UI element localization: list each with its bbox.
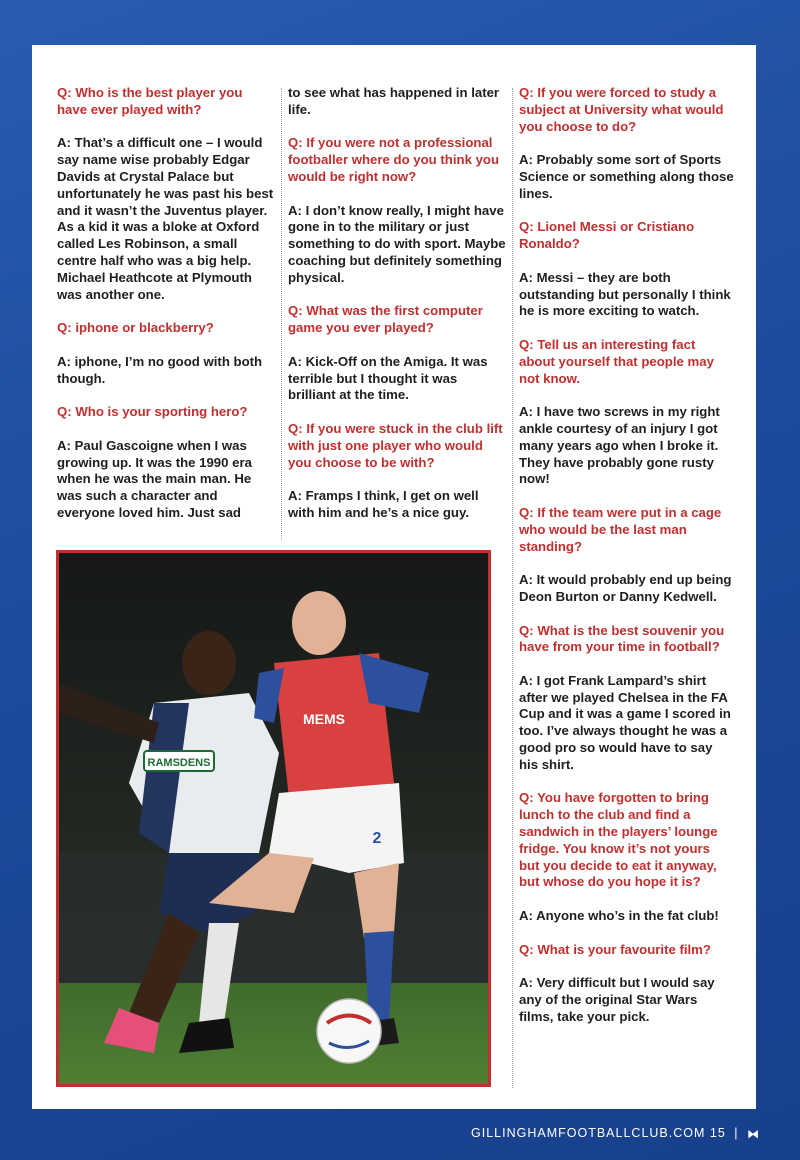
column-divider [512, 88, 513, 1088]
column-divider [281, 88, 282, 540]
answer-continued: to see what has happened in later life. [288, 85, 500, 117]
answer: A: Messi – they are both outstanding but personally I think he is more exciting to watch. [519, 269, 731, 319]
question: Q: What is the best souvenir you have from your time in football? [519, 622, 725, 655]
question: Q: What was the first computer game you ever played? [288, 303, 483, 336]
answer: A: I don’t know really, I might have gone in to the military or just something to do with sport. Maybe coaching but definitely something physical. [288, 202, 506, 285]
answer: As a kid it was a bloke at Oxford called Les Robinson, a small centre half who was a big help. Michael Heathcote at Plymouth was another one. [57, 219, 260, 302]
interview-column-3 [519, 85, 734, 1042]
question: Q: Lionel Messi or Cristiano Ronaldo? [519, 219, 695, 252]
football [317, 999, 381, 1063]
question: Q: What is your favourite film? [519, 941, 711, 957]
question: Q: If you were stuck in the club lift with just one player who would you choose to be with? [288, 420, 503, 470]
question: Q: If you were forced to study a subject at University what would you choose to do? [519, 85, 724, 134]
question: Q: If you were not a professional footballer where do you think you would be right now? [288, 135, 500, 184]
answer: A: Kick-Off on the Amiga. It was terrible but I thought it was brilliant at the time. [288, 353, 488, 403]
question: Q: iphone or blackberry? [57, 320, 214, 336]
answer: A: That’s a difficult one – I would say name wise probably Edgar Davids at Crystal Palace but unfortunately he was past his best and it wasn’t the Juventus player. [57, 135, 274, 218]
answer: A: Anyone who’s in the fat club! [519, 908, 719, 924]
answer: A: Very difficult but I would say any of the original Star Wars films, take your pick. [519, 975, 715, 1024]
footer-separator: | [734, 1126, 739, 1140]
answer: A: Framps I think, I get on well with him and he’s a nice guy. [288, 488, 479, 520]
shirt-sponsor-mems: MEMS [303, 711, 345, 727]
page-footer [0, 1126, 760, 1141]
page-number: 15 [709, 1126, 726, 1140]
question: Q: Who is your sporting hero? [57, 404, 248, 420]
question: Q: Tell us an interesting fact about yourself that people may not know. [519, 336, 714, 386]
question: Q: If the team were put in a cage who would be the last man standing? [519, 504, 722, 554]
match-action-photo [56, 550, 491, 1087]
question: Q: You have forgotten to bring lunch to the club and find a sandwich in the players’ lounge fridge. You know it’s not yours but you decide to eat it anyway, but whose do you hope it is? [519, 790, 718, 890]
answer: A: I have two screws in my right ankle courtesy of an injury I got many years ago when I broke it. They have probably gone rusty now! [519, 404, 720, 487]
interview-column-1 [57, 85, 275, 539]
question: Q: Who is the best player you have ever played with? [57, 85, 243, 117]
footer-website: GILLINGHAMFOOTBALLCLUB.COM [471, 1126, 706, 1140]
answer: A: It would probably end up being Deon Burton or Danny Kedwell. [519, 572, 732, 604]
answer: A: iphone, I’m no good with both though. [57, 353, 263, 386]
club-logo-icon: ⧓ [747, 1126, 760, 1141]
answer: A: Paul Gascoigne when I was growing up. It was the 1990 era when he was the main man. He was such a character and everyone loved him. Just sad [57, 437, 252, 520]
shorts-number: 2 [372, 830, 382, 847]
answer: A: I got Frank Lampard’s shirt after we played Chelsea in the FA Cup and it was a game I scored in too. I’ve always thought he was a good pro so would have to say his shirt. [519, 672, 731, 772]
interview-column-2 [288, 85, 506, 539]
shirt-sponsor-ramsdens: RAMSDENS [147, 757, 211, 769]
answer: A: Probably some sort of Sports Science or something along those lines. [519, 152, 734, 201]
